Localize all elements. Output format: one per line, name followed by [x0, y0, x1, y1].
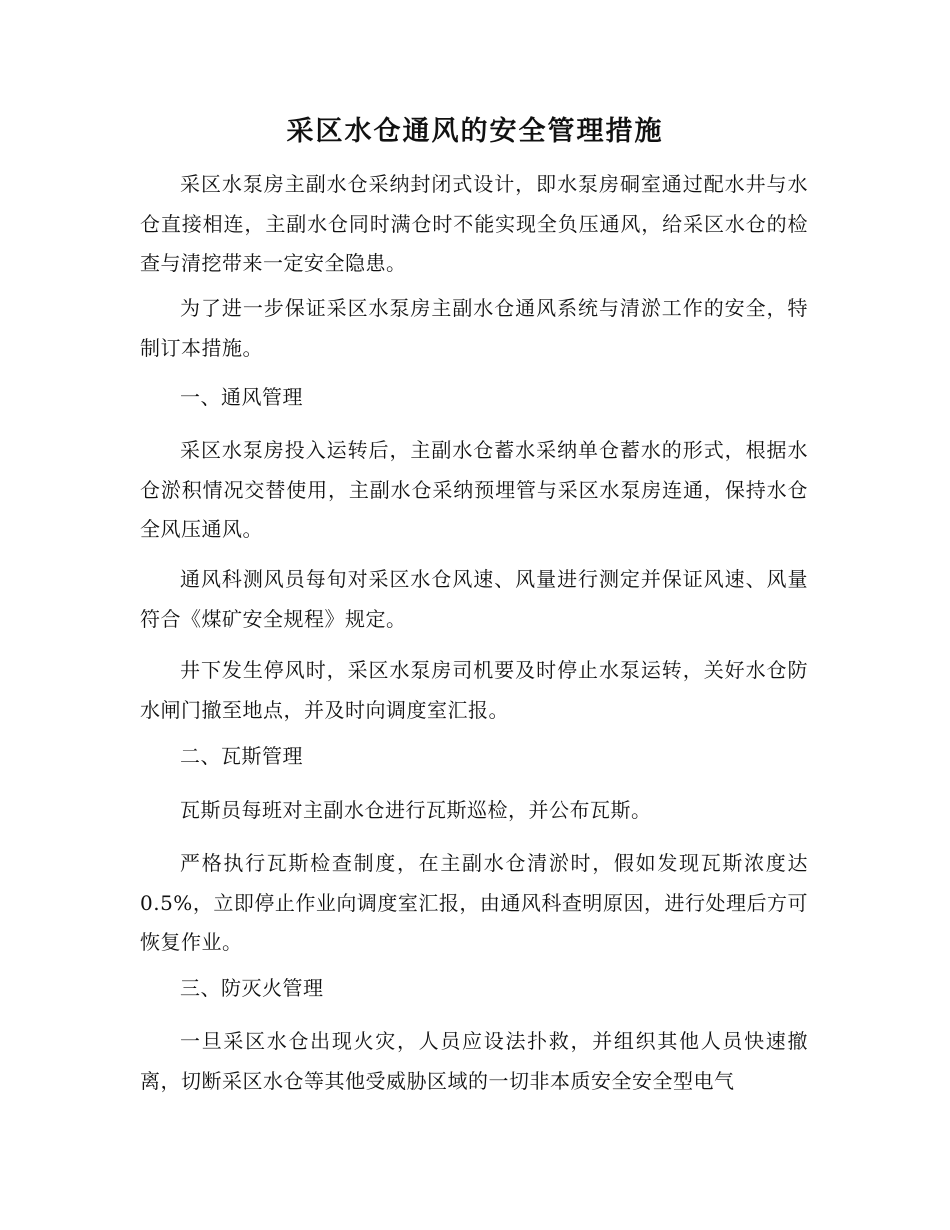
paragraph-purpose: 为了进一步保证采区水泵房主副水仓通风系统与清淤工作的安全，特制订本措施。 — [140, 296, 808, 360]
paragraph-gas-patrol: 瓦斯员每班对主副水仓进行瓦斯巡检，并公布瓦斯。 — [180, 798, 652, 822]
paragraph-intro: 采区水泵房主副水仓采纳封闭式设计，即水泵房硐室通过配水井与水仓直接相连，主副水仓同时满仓时不能实现全负压通风，给采区水仓的检查与清挖带来一定安全隐患。 — [140, 172, 808, 275]
section-heading-gas: 二、瓦斯管理 — [180, 744, 303, 768]
section-heading-fire: 三、防灭火管理 — [180, 976, 324, 1000]
paragraph-gas-inspection: 严格执行瓦斯检查制度，在主副水仓清淤时，假如发现瓦斯浓度达0.5%，立即停止作业向调度室汇报，由通风科查明原因，进行处理后方可恢复作业。 — [140, 851, 808, 954]
document-title: 采区水仓通风的安全管理措施 — [286, 116, 664, 147]
paragraph-ventilation-operation: 采区水泵房投入运转后，主副水仓蓄水采纳单仓蓄水的形式，根据水仓淤积情况交替使用，主副水仓采纳预埋管与采区水泵房连通，保持水仓全风压通风。 — [140, 438, 808, 541]
paragraph-power-outage: 井下发生停风时，采区水泵房司机要及时停止水泵运转，关好水仓防水闸门撤至地点，并及时向调度室汇报。 — [140, 658, 808, 722]
section-heading-ventilation: 一、通风管理 — [180, 385, 303, 409]
paragraph-fire-response: 一旦采区水仓出现火灾，人员应设法扑救，并组织其他人员快速撤离，切断采区水仓等其他受威胁区域的一切非本质安全安全型电气 — [140, 1029, 808, 1093]
paragraph-wind-measurement: 通风科测风员每旬对采区水仓风速、风量进行测定并保证风速、风量符合《煤矿安全规程》规定。 — [140, 567, 808, 631]
